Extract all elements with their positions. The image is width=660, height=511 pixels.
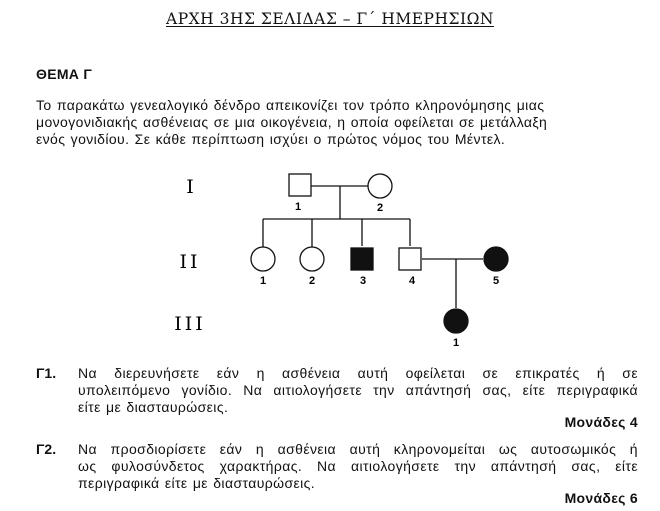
individual-label: 1 (259, 275, 267, 287)
page-header (0, 10, 660, 28)
individual-II-3-male-affected (351, 248, 373, 270)
question-line: Να προσδιορίσετε εάν η ασθένεια αυτή κληρονομείται ως αυτοσωμικός ή (78, 441, 638, 457)
individual-label: 4 (408, 275, 416, 287)
question-marks: Μονάδες 4 (564, 414, 638, 430)
intro-line: ενός γονιδίου. Σε κάθε περίπτωση ισχύει ο πρώτος νόμος του Μέντελ. (36, 131, 506, 147)
intro-paragraph (36, 97, 636, 148)
question-text (78, 441, 638, 492)
intro-line: μονογονιδιακής ασθένειας σε μια οικογένεια, η οποία οφείλεται σε μετάλλαξη (36, 114, 548, 130)
generation-label-III: III (174, 313, 206, 335)
individual-label: 1 (452, 337, 460, 349)
section-title: ΘΕΜΑ Γ (36, 66, 93, 82)
individual-II-5-female-affected (484, 247, 508, 271)
question-line: ως φυλοσύνδετος χαρακτήρας. Να αιτιολογήσετε την απάντησή σας, είτε (78, 458, 638, 474)
individual-I-1-male (289, 174, 311, 196)
individual-II-4-male (399, 248, 421, 270)
question-line: είτε με διασταυρώσεις. (78, 399, 229, 415)
individual-II-2-female (300, 247, 324, 271)
individual-III-1-female-affected (444, 309, 468, 333)
intro-line: Το παρακάτω γενεαλογικό δένδρο απεικονίζει τον τρόπο κληρονόμησης μιας (36, 97, 545, 113)
generation-label-I: I (186, 176, 194, 198)
generation-label-II: II (179, 251, 201, 273)
question-line: περιγραφικά είτε με διασταυρώσεις. (78, 475, 316, 491)
individual-label: 3 (359, 275, 367, 287)
individual-label: 2 (308, 275, 316, 287)
page-header-title: ΑΡΧΗ 3ΗΣ ΣΕΛΙΔΑΣ – Γ΄ ΗΜΕΡΗΣΙΩΝ (166, 10, 494, 28)
individual-I-2-female (368, 174, 392, 198)
question-line: υπολειπόμενο γονίδιο. Να αιτιολογήσετε την απάντησή σας, είτε περιγραφικά (78, 382, 638, 398)
question-text (78, 365, 638, 416)
question-marks: Μονάδες 6 (564, 490, 638, 506)
question-number: Γ2. (36, 441, 57, 457)
individual-II-1-female (251, 247, 275, 271)
individual-label: 2 (376, 202, 384, 214)
pedigree-chart (0, 160, 660, 350)
question-line: Να διερευνήσετε εάν η ασθένεια αυτή οφείλεται σε επικρατές ή σε (78, 365, 638, 381)
question-number: Γ1. (36, 365, 57, 381)
individual-label: 1 (294, 201, 302, 213)
individual-label: 5 (492, 275, 500, 287)
